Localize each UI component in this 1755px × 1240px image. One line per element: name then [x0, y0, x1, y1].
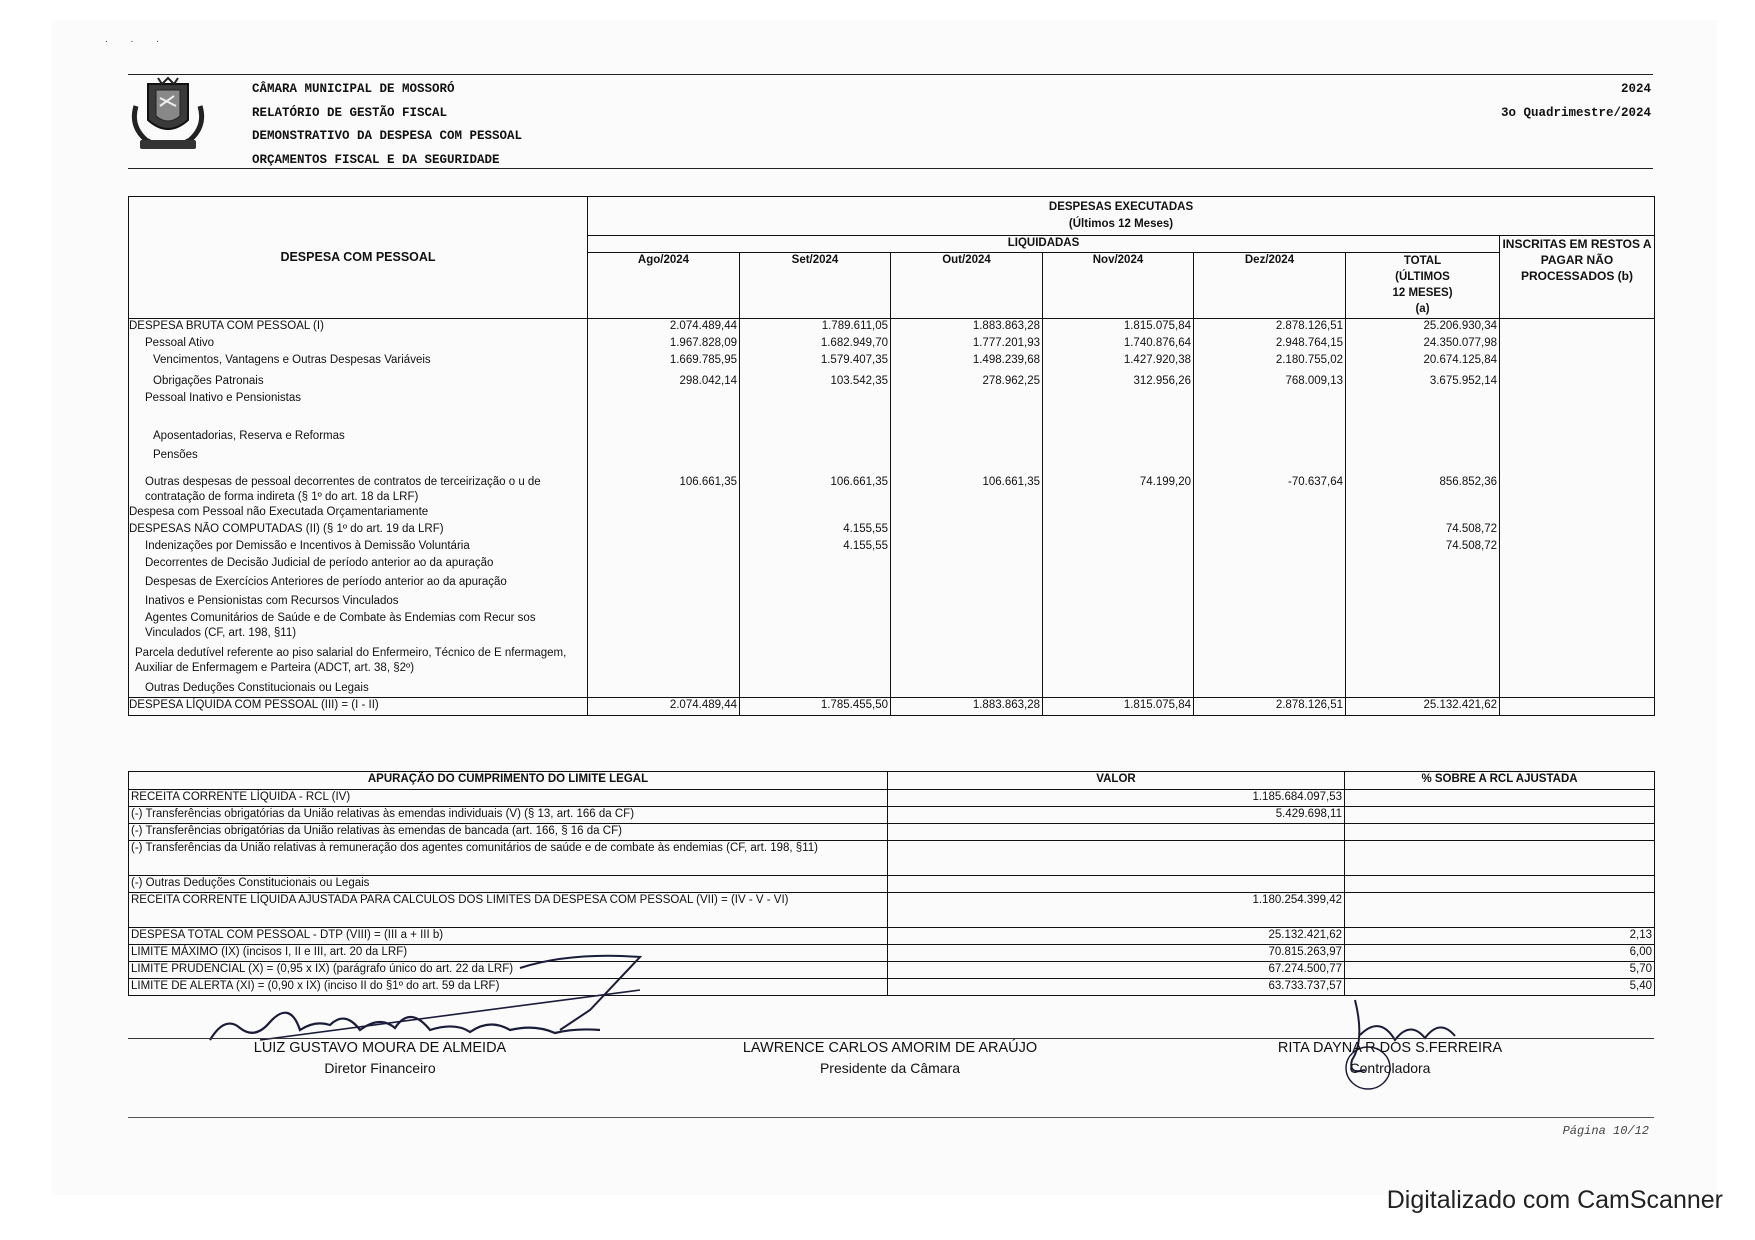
report-year: 2024: [1620, 82, 1651, 96]
month-value: 2.948.764,15: [1194, 336, 1346, 353]
limit-row-value: 1.185.684.097,53: [888, 790, 1345, 807]
month-value: 1.815.075,84: [1043, 698, 1194, 716]
month-value: 312.956,26: [1043, 374, 1194, 391]
limit-row-value: 67.274.500,77: [888, 962, 1345, 979]
row-label: Pessoal Inativo e Pensionistas: [129, 391, 588, 429]
limit-row-value: 5.429.698,11: [888, 807, 1345, 824]
limit-row-label: (-) Transferências obrigatórias da União relativas às emendas individuais (V) (§ 13, art. 166 da CF): [129, 807, 888, 824]
month-value: 768.009,13: [1194, 374, 1346, 391]
signature-comptroller: [1260, 1038, 1520, 1078]
month-value: 106.661,35: [891, 467, 1043, 505]
row-label: DESPESA BRUTA COM PESSOAL (I): [129, 319, 588, 336]
month-value: 2.074.489,44: [588, 698, 740, 716]
limit-row-value: 25.132.421,62: [888, 928, 1345, 945]
month-value: 1.498.239,68: [891, 353, 1043, 374]
row-label: Pensões: [129, 448, 588, 467]
header-line: CÂMARA MUNICIPAL DE MOSSORÓ: [252, 82, 455, 96]
limit-row-percent: 5,70: [1345, 962, 1655, 979]
report-quadrimester: 3o Quadrimestre/2024: [1500, 105, 1651, 120]
month-value: 2.074.489,44: [588, 319, 740, 336]
camscanner-watermark: Digitalizado com CamScanner: [1386, 1186, 1723, 1214]
month-value: 106.661,35: [588, 467, 740, 505]
month-header: Nov/2024: [1043, 253, 1194, 319]
header-line: DEMONSTRATIVO DA DESPESA COM PESSOAL: [252, 129, 523, 143]
month-value: 298.042,14: [588, 374, 740, 391]
month-value: 1.785.455,50: [740, 698, 891, 716]
row-label: Despesa com Pessoal não Executada Orçamentariamente: [129, 505, 588, 522]
signer-role: Controladora: [1349, 1060, 1431, 1076]
footer-rule: [128, 1117, 1654, 1118]
total-value: 74.508,72: [1346, 539, 1500, 556]
limit-col-header: APURAÇÃO DO CUMPRIMENTO DO LIMITE LEGAL: [129, 772, 888, 790]
month-value: 1.967.828,09: [588, 336, 740, 353]
executed-subtitle: (Últimos 12 Meses): [1068, 218, 1174, 230]
row-label: Outras despesas de pessoal decorrentes de contratos de terceirização o u de contratação de forma indireta (§ 1º do art. 18 da LRF): [129, 467, 588, 505]
row-label: Indenizações por Demissão e Incentivos à Demissão Voluntária: [129, 539, 588, 556]
row-label: Decorrentes de Decisão Judicial de período anterior ao da apuração: [129, 556, 588, 575]
scan-specks: . . .: [105, 34, 169, 45]
month-value: 2.878.126,51: [1194, 319, 1346, 336]
month-header: Set/2024: [740, 253, 891, 319]
limit-row-label: (-) Transferências da União relativas à remuneração dos agentes comunitários de saúde e de combate às endemias (CF, art. 198, §11): [129, 841, 888, 876]
row-label: Agentes Comunitários de Saúde e de Combate às Endemias com Recur sos Vinculados (CF, art. 198, §11): [129, 611, 588, 646]
month-value: 1.883.863,28: [891, 698, 1043, 716]
month-value: 1.815.075,84: [1043, 319, 1194, 336]
row-label: Despesas de Exercícios Anteriores de período anterior ao da apuração: [129, 575, 588, 594]
signer-role: Diretor Financeiro: [324, 1060, 436, 1076]
executed-title: DESPESAS EXECUTADAS: [1048, 201, 1194, 213]
month-value: 1.579.407,35: [740, 353, 891, 374]
signer-name: LAWRENCE CARLOS AMORIM DE ARAÚJO: [742, 1040, 1038, 1056]
month-value: 278.962,25: [891, 374, 1043, 391]
month-value: 1.682.949,70: [740, 336, 891, 353]
total-header-line: TOTAL: [1403, 255, 1442, 267]
row-label: Outras Deduções Constitucionais ou Legais: [129, 681, 588, 698]
limit-row-label: DESPESA TOTAL COM PESSOAL - DTP (VIII) = (III a + III b): [129, 928, 888, 945]
limit-row-label: LIMITE PRUDENCIAL (X) = (0,95 x IX) (parágrafo único do art. 22 da LRF): [129, 962, 888, 979]
month-header: Dez/2024: [1194, 253, 1346, 319]
month-value: 4.155,55: [740, 522, 891, 539]
limit-row-label: LIMITE DE ALERTA (XI) = (0,90 x IX) (inciso II do §1º do art. 59 da LRF): [129, 979, 888, 996]
month-value: 1.883.863,28: [891, 319, 1043, 336]
month-value: 1.740.876,64: [1043, 336, 1194, 353]
month-value: 2.878.126,51: [1194, 698, 1346, 716]
month-value: 1.427.920,38: [1043, 353, 1194, 374]
total-value: 24.350.077,98: [1346, 336, 1500, 353]
total-value: 25.206.930,34: [1346, 319, 1500, 336]
month-value: 74.199,20: [1043, 467, 1194, 505]
total-value: 20.674.125,84: [1346, 353, 1500, 374]
column-title: DESPESA COM PESSOAL: [129, 197, 588, 319]
total-header-line: (ÚLTIMOS: [1395, 271, 1450, 283]
month-value: 103.542,35: [740, 374, 891, 391]
row-label: Vencimentos, Vantagens e Outras Despesas Variáveis: [129, 353, 588, 374]
signer-name: LUIZ GUSTAVO MOURA DE ALMEIDA: [253, 1040, 507, 1056]
month-header: Ago/2024: [588, 253, 740, 319]
signature-financial-director: [230, 1038, 530, 1078]
row-label: DESPESA LÍQUIDA COM PESSOAL (III) = (I - II): [129, 698, 588, 716]
limit-row-percent: 5,40: [1345, 979, 1655, 996]
month-value: 1.777.201,93: [891, 336, 1043, 353]
limit-row-value: 63.733.737,57: [888, 979, 1345, 996]
row-label: Obrigações Patronais: [129, 374, 588, 391]
row-label: Aposentadorias, Reserva e Reformas: [129, 429, 588, 448]
total-value: 25.132.421,62: [1346, 698, 1500, 716]
total-header-line: (a): [1415, 303, 1430, 315]
header-line: ORÇAMENTOS FISCAL E DA SEGURIDADE: [252, 152, 500, 167]
row-label: DESPESAS NÃO COMPUTADAS (II) (§ 1º do art. 19 da LRF): [129, 522, 588, 539]
signer-role: Presidente da Câmara: [819, 1060, 961, 1076]
limit-row-value: 70.815.263,97: [888, 945, 1345, 962]
limit-col-header: VALOR: [888, 772, 1345, 790]
month-value: -70.637,64: [1194, 467, 1346, 505]
row-label: Pessoal Ativo: [129, 336, 588, 353]
limit-row-label: LIMITE MÁXIMO (IX) (incisos I, II e III, art. 20 da LRF): [129, 945, 888, 962]
header-line: RELATÓRIO DE GESTÃO FISCAL: [252, 105, 448, 120]
limit-row-value: 1.180.254.399,42: [888, 893, 1345, 928]
month-value: 106.661,35: [740, 467, 891, 505]
limit-row-percent: 2,13: [1345, 928, 1655, 945]
signer-name: RITA DAYNA R DOS S.FERREIRA: [1277, 1040, 1503, 1056]
unprocessed-payables-header: INSCRITAS EM RESTOS A PAGAR NÃO PROCESSADOS (b): [1500, 236, 1655, 319]
month-value: 4.155,55: [740, 539, 891, 556]
liquidated-header: LIQUIDADAS: [588, 236, 1500, 253]
month-value: 2.180.755,02: [1194, 353, 1346, 374]
limit-col-header: % SOBRE A RCL AJUSTADA: [1345, 772, 1655, 790]
limit-row-label: (-) Transferências obrigatórias da União relativas às emendas de bancada (art. 166, § 16 da CF): [129, 824, 888, 841]
page-number: Página 10/12: [1562, 1124, 1649, 1138]
total-header-line: 12 MESES): [1392, 287, 1453, 299]
month-header: Out/2024: [891, 253, 1043, 319]
limit-row-label: RECEITA CORRENTE LÍQUIDA AJUSTADA PARA CALCULOS DOS LIMITES DA DESPESA COM PESSOAL (VII) = (IV - V - VI): [129, 893, 888, 928]
month-value: 1.789.611,05: [740, 319, 891, 336]
row-label: Parcela dedutível referente ao piso salarial do Enfermeiro, Técnico de E nfermagem, Auxiliar de Enfermagem e Parteira (ADCT, art. 38, §2º): [129, 646, 588, 681]
month-value: 1.669.785,95: [588, 353, 740, 374]
total-value: 74.508,72: [1346, 522, 1500, 539]
limit-row-percent: 6,00: [1345, 945, 1655, 962]
row-label: Inativos e Pensionistas com Recursos Vinculados: [129, 594, 588, 611]
limit-row-label: RECEITA CORRENTE LÍQUIDA - RCL (IV): [129, 790, 888, 807]
signature-chamber-president: [720, 1038, 1060, 1078]
limit-row-label: (-) Outras Deduções Constitucionais ou Legais: [129, 876, 888, 893]
total-value: 3.675.952,14: [1346, 374, 1500, 391]
total-value: 856.852,36: [1346, 467, 1500, 505]
